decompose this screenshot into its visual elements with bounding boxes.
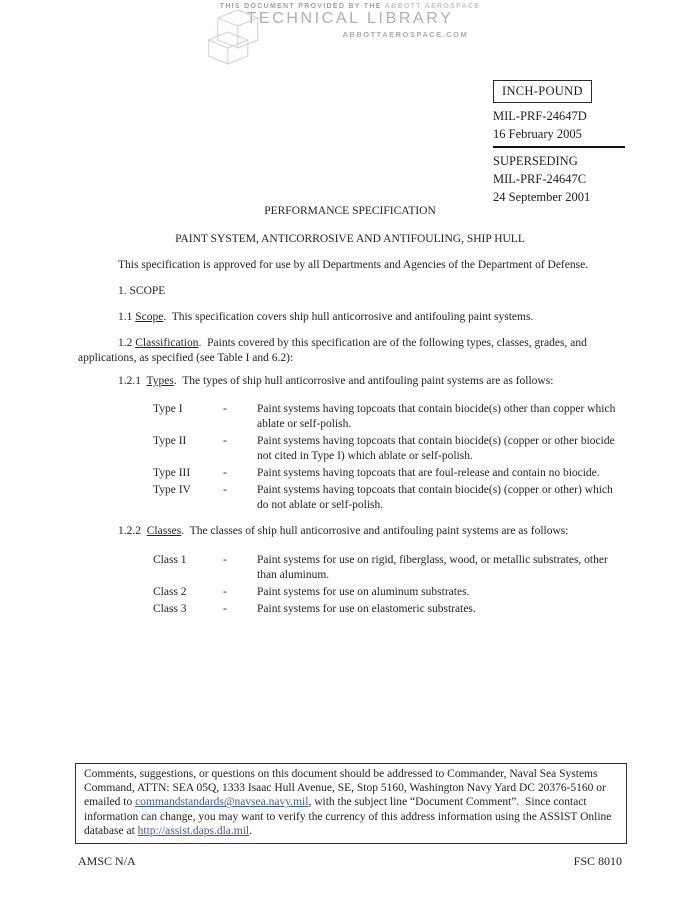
email-link[interactable]: commandstandards@navsea.navy.mil bbox=[135, 796, 309, 809]
para-1-2-text: . Paints covered by this specification are of the following types, classes, grades, and applications, as specified (see Table I and 6.2): bbox=[78, 337, 590, 364]
para-1-2 bbox=[78, 336, 622, 366]
superseding-label: SUPERSEDING bbox=[493, 154, 578, 168]
type-description: Paint systems having topcoats that contain biocide(s) (copper or other) which do not ablate or self-polish. bbox=[257, 484, 613, 511]
para-1-2-2-number: 1.2.2 bbox=[118, 525, 147, 537]
superseded-doc-number: MIL-PRF-24647C bbox=[493, 172, 587, 186]
class-label: Class 1 bbox=[153, 554, 187, 566]
para-1-1-number: 1.1 bbox=[118, 311, 136, 323]
class-description: Paint systems for use on aluminum substrates. bbox=[257, 586, 470, 598]
para-1-2-number: 1.2 bbox=[118, 337, 136, 349]
para-1-2-1-number: 1.2.1 bbox=[118, 375, 147, 387]
type-description: Paint systems having topcoats that contain biocide(s) (copper or other biocide not cited in Type I) which ablate or self-polish. bbox=[257, 435, 615, 462]
section-heading-scope: 1. SCOPE bbox=[118, 285, 166, 297]
para-1-2-2-label: Classes bbox=[146, 525, 182, 537]
inch-pound-badge: INCH-POUND bbox=[493, 80, 592, 103]
type-label: Type II bbox=[153, 435, 187, 447]
para-1-2-1-text: . The types of ship hull anticorrosive and antifouling paint systems are as follows: bbox=[173, 375, 554, 387]
watermark-provider: ABBOTT AEROSPACE bbox=[384, 3, 481, 10]
watermark-site-url: ABBOTTAEROSPACE.COM bbox=[342, 30, 469, 39]
para-1-2-2 bbox=[78, 524, 622, 539]
para-1-1-label: Scope bbox=[135, 311, 164, 323]
para-1-2-1 bbox=[78, 374, 622, 389]
dash-separator: - bbox=[223, 435, 227, 447]
type-label: Type III bbox=[153, 467, 191, 479]
comments-part1: Comments, suggestions, or questions on this document should be addressed to Commander, Naval Sea Systems Command, ATTN: SEA 05Q, 1333 Isaac Hull Avenue, SE, Stop 5160, Washington Navy Yard DC 20376-5160 or emailed to bbox=[84, 768, 609, 809]
para-1-2-label: Classification bbox=[135, 337, 199, 349]
dash-separator: - bbox=[223, 403, 227, 415]
para-1-1 bbox=[78, 310, 622, 325]
watermark-library-title: TECHNICAL LIBRARY bbox=[246, 10, 454, 27]
fsc-code: FSC 8010 bbox=[573, 854, 622, 868]
para-1-1-text: . This specification covers ship hull anticorrosive and antifouling paint systems. bbox=[163, 311, 534, 323]
comments-part2: , with the subject line “Document Comment”. Since contact information can change, you may want to verify the currency of this address information using the ASSIST Online database at bbox=[84, 796, 615, 837]
para-1-2-1-label: Types bbox=[146, 375, 174, 387]
type-label: Type I bbox=[153, 403, 183, 415]
assist-database-link[interactable]: http://assist.daps.dla.mil bbox=[137, 824, 250, 837]
types-list bbox=[153, 402, 622, 513]
comments-part3: . bbox=[249, 824, 253, 837]
doc-number: MIL-PRF-24647D bbox=[493, 109, 587, 123]
dash-separator: - bbox=[223, 484, 227, 496]
class-description: Paint systems for use on elastomeric substrates. bbox=[257, 603, 476, 615]
document-body bbox=[78, 204, 622, 628]
page-footer bbox=[78, 854, 622, 869]
id-block-divider bbox=[493, 146, 625, 148]
abbott-cube-logo-icon bbox=[208, 8, 264, 66]
spec-type-title: PERFORMANCE SPECIFICATION bbox=[264, 205, 436, 217]
watermark-provided-by: THIS DOCUMENT PROVIDED BY THE bbox=[219, 3, 382, 10]
dash-separator: - bbox=[223, 554, 227, 566]
classes-list bbox=[153, 553, 622, 617]
amsc-code: AMSC N/A bbox=[78, 854, 136, 868]
document-title: PAINT SYSTEM, ANTICORROSIVE AND ANTIFOULING, SHIP HULL bbox=[175, 233, 525, 245]
class-description: Paint systems for use on rigid, fiberglass, wood, or metallic substrates, other than aluminum. bbox=[257, 554, 608, 581]
class-label: Class 3 bbox=[153, 603, 187, 615]
document-id-block bbox=[493, 80, 633, 206]
para-1-2-2-text: . The classes of ship hull anticorrosive and antifouling paint systems are as follows: bbox=[181, 525, 569, 537]
comments-box bbox=[75, 763, 627, 844]
doc-date: 16 February 2005 bbox=[493, 127, 582, 141]
type-label: Type IV bbox=[153, 484, 191, 496]
comments-text bbox=[84, 767, 618, 838]
dash-separator: - bbox=[223, 603, 227, 615]
superseded-doc-date: 24 September 2001 bbox=[493, 190, 591, 204]
type-description: Paint systems having topcoats that are foul-release and contain no biocide. bbox=[257, 467, 600, 479]
type-description: Paint systems having topcoats that contain biocide(s) other than copper which ablate or self-polish. bbox=[257, 403, 616, 430]
dash-separator: - bbox=[223, 467, 227, 479]
approval-statement: This specification is approved for use by all Departments and Agencies of the Department of Defense. bbox=[118, 259, 589, 271]
dash-separator: - bbox=[223, 586, 227, 598]
class-label: Class 2 bbox=[153, 586, 187, 598]
watermark-header bbox=[220, 3, 481, 39]
